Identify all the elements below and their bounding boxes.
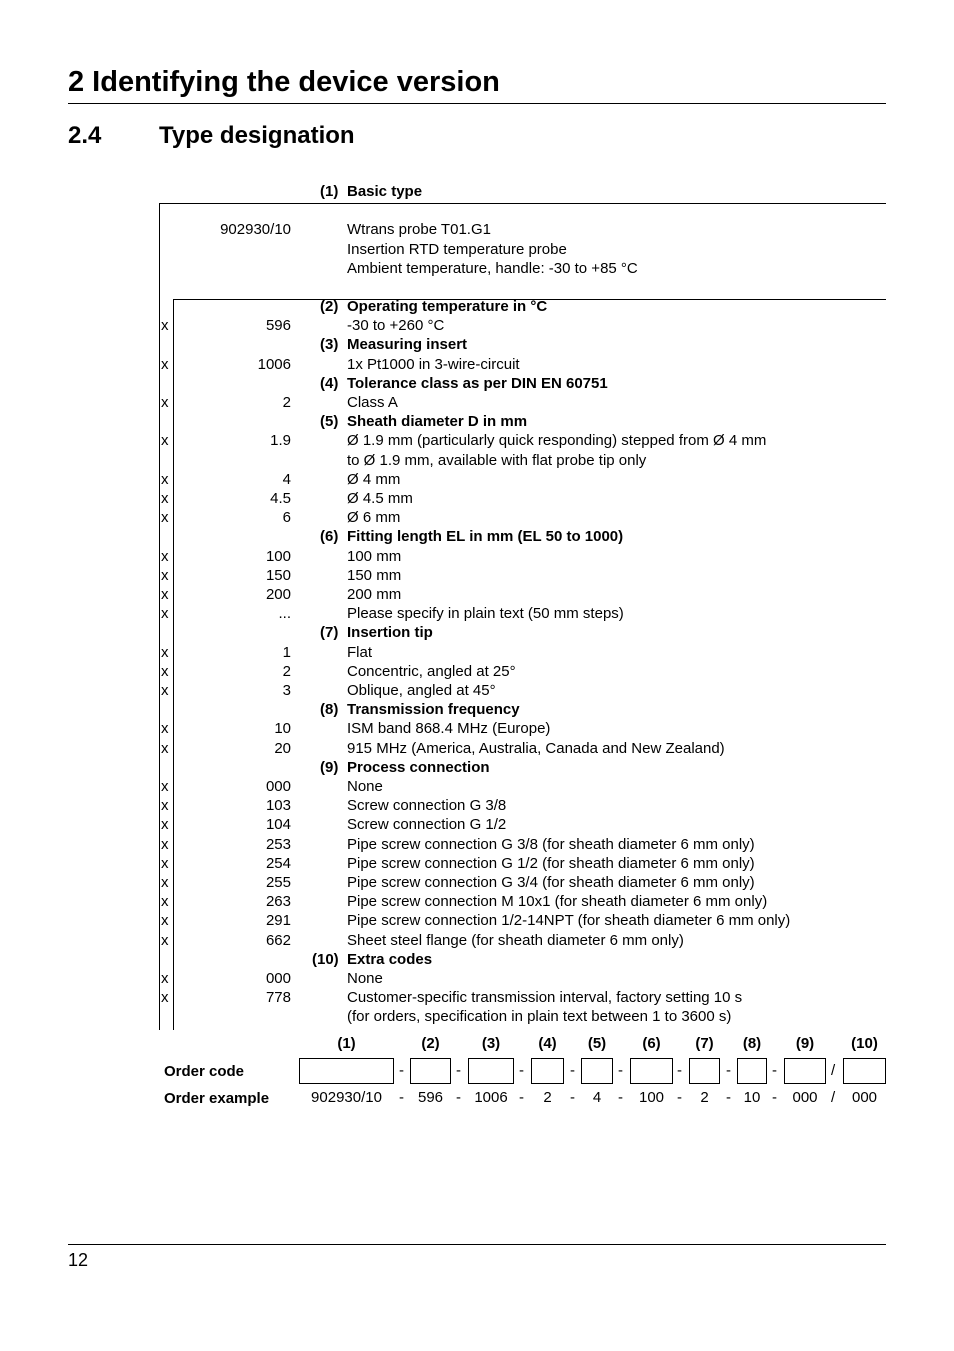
- order-position-header: (4): [538, 1035, 557, 1052]
- option-description: Sheet steel flange (for sheath diameter 6 mm only): [347, 931, 684, 949]
- option-code: 200: [265, 586, 291, 603]
- option-marker: x: [161, 816, 169, 834]
- group-number: (5): [320, 413, 339, 431]
- option-marker: x: [161, 970, 169, 987]
- option-description: Screw connection G 1/2: [347, 816, 507, 834]
- option-description: Flat: [347, 643, 373, 661]
- order-example-value: 000: [792, 1089, 818, 1106]
- order-example-separator: -: [519, 1089, 524, 1106]
- option-marker: x: [161, 566, 169, 584]
- option-marker: x: [161, 586, 169, 603]
- option-description: Ø 4 mm: [347, 470, 401, 488]
- order-code-separator: -: [456, 1062, 461, 1079]
- order-example-value: 2: [700, 1089, 709, 1106]
- option-description: Customer-specific transmission interval, factory setting 10 s: [347, 989, 743, 1007]
- option-marker: x: [161, 509, 169, 527]
- option-code: 20: [274, 739, 291, 757]
- option-code: 253: [265, 835, 291, 853]
- basic-type-line: Insertion RTD temperature probe: [347, 241, 567, 258]
- group-number: (8): [320, 701, 339, 719]
- group-title: Fitting length EL in mm (EL 50 to 1000): [347, 528, 624, 546]
- option-marker: x: [161, 662, 169, 680]
- order-example-value: 596: [417, 1089, 444, 1106]
- option-description: Ø 6 mm: [347, 509, 401, 527]
- order-example-value: 100: [638, 1089, 665, 1106]
- order-code-box[interactable]: [468, 1058, 514, 1084]
- option-description: Pipe screw connection G 3/8 (for sheath diameter 6 mm only): [347, 835, 755, 853]
- option-code: 1.9: [270, 432, 291, 450]
- option-marker: x: [161, 739, 169, 757]
- order-position-header: (3): [481, 1035, 501, 1052]
- order-example-separator: /: [831, 1089, 836, 1106]
- option-marker: x: [161, 682, 169, 699]
- option-code: 103: [265, 797, 291, 815]
- order-code-separator: -: [519, 1062, 524, 1079]
- option-code: 1: [282, 643, 291, 661]
- order-code-separator: -: [570, 1062, 575, 1079]
- option-code: 150: [265, 566, 291, 584]
- order-code-separator: -: [726, 1062, 731, 1079]
- group-title: Operating temperature in °C: [347, 298, 548, 315]
- option-description: Oblique, angled at 45°: [347, 682, 496, 699]
- option-code: 000: [265, 970, 291, 987]
- option-description: Class A: [347, 394, 398, 411]
- option-description: None: [347, 970, 383, 987]
- option-description: None: [347, 778, 383, 795]
- option-description: Please specify in plain text (50 mm steps): [347, 605, 624, 623]
- option-code: 662: [265, 931, 291, 949]
- option-code: 4: [282, 470, 291, 488]
- option-description: 150 mm: [347, 566, 402, 584]
- basic-type-title: Basic type: [347, 183, 423, 200]
- section-number: 2.4: [68, 122, 102, 149]
- group-title: Extra codes: [347, 950, 433, 968]
- option-marker: x: [161, 797, 169, 815]
- option-marker: x: [161, 893, 169, 911]
- order-position-header: (5): [587, 1035, 607, 1052]
- group-number: (2): [320, 298, 339, 315]
- order-example-value: 10: [743, 1089, 761, 1106]
- group-number: (9): [320, 758, 339, 776]
- option-marker: x: [161, 470, 169, 488]
- order-example-separator: -: [399, 1089, 404, 1106]
- option-code: 000: [265, 778, 291, 795]
- basic-type-num: (1): [320, 183, 339, 200]
- group-title: Process connection: [347, 758, 490, 776]
- option-marker: x: [161, 989, 169, 1007]
- chapter-rule: [68, 103, 886, 104]
- option-code: 778: [265, 989, 291, 1007]
- order-code-box[interactable]: [630, 1058, 673, 1084]
- order-example-separator: -: [772, 1089, 777, 1106]
- option-description: ISM band 868.4 MHz (Europe): [347, 720, 551, 738]
- option-marker: x: [161, 317, 169, 335]
- group-title: Tolerance class as per DIN EN 60751: [347, 374, 608, 392]
- basic-type-line: Wtrans probe T01.G1: [347, 221, 491, 238]
- option-description: 915 MHz (America, Australia, Canada and New Zealand): [347, 739, 725, 757]
- option-code: 596: [265, 317, 291, 335]
- basic-type-rule: [159, 203, 886, 204]
- order-position-header: (9): [795, 1035, 815, 1052]
- option-code: 10: [274, 720, 291, 738]
- option-marker: x: [161, 778, 169, 795]
- option-code: 100: [265, 547, 291, 565]
- order-example-value: 1006: [474, 1089, 508, 1106]
- group-title: Measuring insert: [347, 336, 468, 354]
- option-code: 6: [282, 509, 291, 527]
- order-code-separator: -: [399, 1062, 404, 1079]
- option-description: Ø 1.9 mm (particularly quick responding) stepped from Ø 4 mm: [347, 432, 767, 450]
- order-code-box[interactable]: [737, 1058, 767, 1084]
- order-code-label: Order code: [164, 1063, 245, 1080]
- group-title: Insertion tip: [347, 624, 433, 642]
- option-marker: x: [161, 547, 169, 565]
- option-marker: x: [161, 355, 169, 373]
- option-marker: x: [161, 490, 169, 507]
- group-number: (3): [320, 336, 339, 354]
- option-marker: x: [161, 643, 169, 661]
- option-code: ...: [278, 605, 291, 623]
- order-example-value: 4: [592, 1089, 602, 1106]
- page-number: 12: [68, 1250, 89, 1270]
- option-description: Pipe screw connection 1/2-14NPT (for sheath diameter 6 mm only): [347, 912, 791, 930]
- option-description: Pipe screw connection G 3/4 (for sheath diameter 6 mm only): [347, 874, 755, 891]
- order-position-header: (8): [742, 1035, 762, 1052]
- option-marker: x: [161, 432, 169, 450]
- option-code: 2: [282, 394, 291, 411]
- section-title: Type designation: [159, 122, 355, 149]
- option-description: 1x Pt1000 in 3-wire-circuit: [347, 355, 520, 373]
- option-description: -30 to +260 °C: [347, 317, 445, 335]
- order-code-box[interactable]: [410, 1058, 451, 1084]
- order-code-box[interactable]: [689, 1058, 720, 1084]
- order-example-label: Order example: [164, 1090, 270, 1107]
- option-description: 100 mm: [347, 547, 402, 565]
- order-code-separator: -: [618, 1062, 623, 1079]
- order-example-separator: -: [618, 1089, 623, 1106]
- option-marker: x: [161, 394, 169, 411]
- order-example-separator: -: [677, 1089, 682, 1106]
- option-marker: x: [161, 720, 169, 738]
- option-code: 263: [265, 893, 291, 911]
- option-code: 104: [265, 816, 291, 834]
- option-marker: x: [161, 605, 169, 623]
- footer-rule: [68, 1244, 886, 1245]
- outer-bracket-line: [159, 203, 160, 1030]
- option-marker: x: [161, 912, 169, 930]
- option-code: 1006: [257, 355, 291, 373]
- option-marker: x: [161, 854, 169, 872]
- order-position-header: (6): [642, 1035, 661, 1052]
- order-position-header: (10): [851, 1035, 878, 1052]
- option-code: 4.5: [270, 490, 291, 507]
- order-position-header: (1): [337, 1035, 356, 1052]
- order-example-separator: -: [570, 1089, 575, 1106]
- option-description: Screw connection G 3/8: [347, 797, 507, 815]
- order-code-separator: /: [831, 1062, 836, 1079]
- group-title: Sheath diameter D in mm: [347, 413, 528, 431]
- option-description: Ø 4.5 mm: [347, 490, 413, 507]
- option-code: 254: [265, 854, 291, 872]
- option-marker: x: [161, 874, 169, 891]
- group-number: (7): [320, 624, 339, 642]
- order-position-header: (2): [421, 1035, 440, 1052]
- chapter-title: 2 Identifying the device version: [68, 66, 500, 98]
- order-position-header: (7): [695, 1035, 714, 1052]
- group-title: Transmission frequency: [347, 701, 520, 719]
- option-description: (for orders, specification in plain text between 1 to 3600 s): [347, 1008, 732, 1026]
- group-number: (4): [320, 374, 339, 392]
- order-example-value: 2: [543, 1089, 552, 1106]
- order-code-box[interactable]: [581, 1058, 613, 1084]
- order-code-box[interactable]: [843, 1058, 886, 1084]
- order-example-value: 902930/10: [311, 1089, 382, 1106]
- option-description: Concentric, angled at 25°: [347, 662, 516, 680]
- option-description: Pipe screw connection G 1/2 (for sheath diameter 6 mm only): [347, 854, 755, 872]
- group-number: (10): [312, 950, 339, 968]
- option-code: 3: [282, 682, 291, 699]
- order-code-separator: -: [772, 1062, 777, 1079]
- option-marker: x: [161, 835, 169, 853]
- option-description: Pipe screw connection M 10x1 (for sheath diameter 6 mm only): [347, 893, 768, 911]
- order-code-box[interactable]: [299, 1058, 394, 1084]
- basic-type-line: Ambient temperature, handle: -30 to +85 °C: [347, 260, 638, 277]
- order-code-separator: -: [677, 1062, 682, 1079]
- order-example-separator: -: [456, 1089, 461, 1106]
- option-description: to Ø 1.9 mm, available with flat probe tip only: [347, 451, 647, 469]
- group-number: (6): [320, 528, 339, 546]
- basic-type-code: 902930/10: [220, 221, 291, 238]
- option-code: 2: [282, 662, 291, 680]
- option-description: 200 mm: [347, 586, 402, 603]
- option-code: 255: [265, 874, 291, 891]
- order-example-value: 000: [851, 1089, 878, 1106]
- order-example-separator: -: [726, 1089, 731, 1106]
- option-marker: x: [161, 931, 169, 949]
- option-code: 291: [265, 912, 291, 930]
- order-code-box[interactable]: [531, 1058, 564, 1084]
- order-code-box[interactable]: [784, 1058, 826, 1084]
